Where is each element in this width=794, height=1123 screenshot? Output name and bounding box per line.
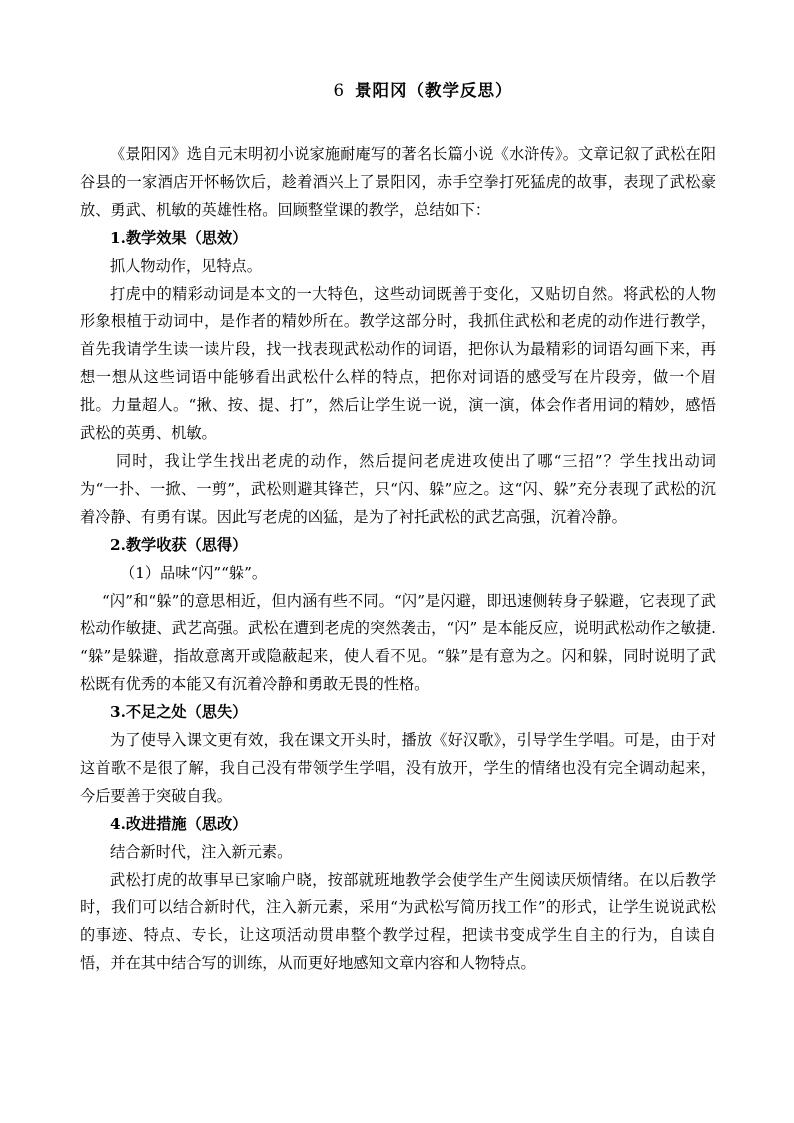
paragraph-shortcoming-1: 为了使导入课文更有效，我在课文开头时，播放《好汉歌》，引导学生学唱。可是，由于对这首歌不是很了解，我自己没有带领学生学唱，没有放开，学生的情绪也没有完全调动起来，今后要善于突破自我。 [80,731,716,805]
document-page [80,78,716,978]
section-heading-gain: 2.教学收获（思得） [110,535,248,554]
paragraph-gain-1: “闪”和“躲”的意思相近，但内涵有些不同。“闪”是闪避，即迅速侧转身子躲避，它表现了武松动作敏捷、武艺高强。武松在遭到老虎的突然袭击，“闪” 是本能反应，说明武松动作之敏捷. “躲”是躲避，指故意离开或隐蔽起来，使人看不见。“躲”是有意为之。闪和躲，同时说明了武松既有优秀的本能又有沉着冷静和勇敢无畏的性格。 [80,591,716,694]
paragraph-effect-2: 同时，我让学生找出老虎的动作，然后提问老虎进攻使出了哪“三招”？学生找出动词为“一扑、一掀、一剪”，武松则避其锋芒，只“闪、躲”应之。这“闪、躲”充分表现了武松的沉着冷静、有勇有谋。因此写老虎的凶猛，是为了衬托武松的武艺高强，沉着冷静。 [80,451,716,526]
section-heading-effect: 1.教学效果（思效） [110,228,248,247]
section-heading-shortcoming: 3.不足之处（思失） [110,703,248,722]
section-lead-improvement: 结合新时代，注入新元素。 [110,842,293,861]
section-heading-improvement: 4.改进措施（思改） [110,814,248,833]
lesson-title: 景阳冈（教学反思） [355,81,513,100]
paragraph-effect-1: 打虎中的精彩动词是本文的一大特色，这些动词既善于变化，又贴切自然。将武松的人物形象根植于动词中，是作者的精妙所在。教学这部分时，我抓住武松和老虎的动作进行教学，首先我请学生读一读片段，找一找表现武松动作的词语，把你认为最精彩的词语勾画下来，再想一想从这些词语中能够看出武松什么样的特点，把你对词语的感受写在片段旁，做一个眉批。力量超人。“揪、按、提、打”，然后让学生说一说，演一演，体会作者用词的精妙，感悟武松的英勇、机敏。 [80,284,716,443]
subsection-heading-gain: （1）品味“闪”“躲”。 [120,563,268,582]
intro-paragraph: 《景阳冈》选自元末明初小说家施耐庵写的著名长篇小说《水浒传》。文章记叙了武松在阳谷县的一家酒店开怀畅饮后，趁着酒兴上了景阳冈，赤手空拳打死猛虎的故事，表现了武松豪放、勇武、机敏的英雄性格。回顾整堂课的教学，总结如下： [80,145,716,219]
lesson-number: 6 [333,81,345,100]
paragraph-improvement-1: 武松打虎的故事早已家喻户晓，按部就班地教学会使学生产生阅读厌烦情绪。在以后教学时，我们可以结合新时代，注入新元素，采用“为武松写简历找工作”的形式，让学生说说武松的事迹、特点、专长，让这项活动贯串整个教学过程，把读书变成学生自主的行为，自读自悟，并在其中结合写的训练，从而更好地感知文章内容和人物特点。 [80,870,716,973]
page-title [130,78,716,104]
section-lead-effect: 抓人物动作，见特点。 [110,256,262,275]
